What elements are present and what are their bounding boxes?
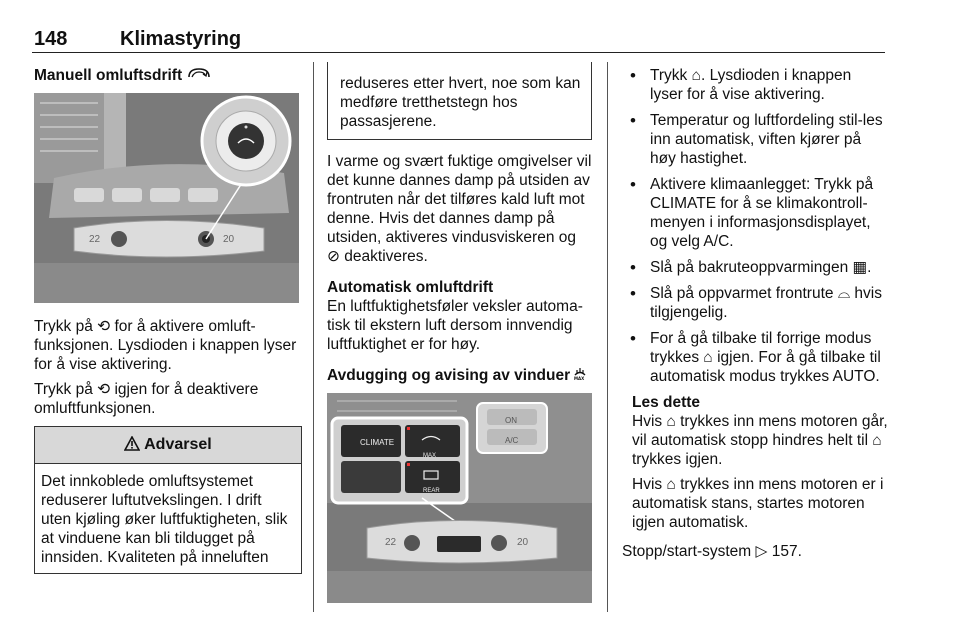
column-3 [622,62,888,561]
column-2 [327,62,592,603]
column-divider [607,62,608,612]
paragraph: I varme og svært fuktige omgivelser vil det kunne dannes damp på utsiden av frontruten når det tilføres kald luft mot denne. Hvis det dannes damp på utsiden, aktiveres vindusviskeren og ⊘ deaktiveres. [327,153,592,265]
recirculation-icon [186,67,212,84]
paragraph: Trykk på ⟲ igjen for å deaktivere omluftfunksjonen. [34,381,259,417]
note-text: Hvis ⌂ trykkes inn mens motoren er i automatisk stans, startes motoren igjen automatisk. [632,476,884,531]
instruction-list [626,66,888,386]
list-item: • Temperatur og luftfordeling stil-les inn automatisk, viften kjører på høy hastighet. [626,111,888,168]
defrost-max-icon [574,367,586,384]
paragraph: Trykk på ⟲ for å aktivere omluft-funksjonen. Lysdioden i knappen lyser for å vise aktivering. [34,318,297,373]
dashboard-photo [34,93,299,303]
temp-left-label: 22 [385,537,397,548]
max-button-label: MAX [423,453,437,459]
section-heading: Automatisk omluftdrift [327,279,494,296]
list-item: • Trykk ⌂. Lysdioden i knappen lyser for å vise aktivering. [626,66,888,104]
note-title: Les dette [632,394,701,411]
list-item: • For å gå tilbake til forrige modus trykkes ⌂ igjen. For å gå tilbake til automatisk modus trykkes AUTO. [626,329,888,386]
temp-right-label: 20 [223,234,235,245]
svg-text:MAX: MAX [574,376,585,380]
note-box [626,393,888,532]
ac-button-label: A/C [505,436,519,445]
temp-left-label: 22 [89,234,101,245]
column-divider [313,62,314,612]
rear-button-label: REAR [423,488,440,494]
column-1 [34,62,302,574]
section-heading: Avdugging og avising av vinduer MAX [327,367,585,384]
page-number: 148 [34,28,68,50]
warning-box [34,426,302,574]
defog-buttons-photo [327,393,592,603]
section-heading: Manuell omluftsdrift [34,66,302,85]
on-button-label: ON [505,416,517,425]
climate-button-label: CLIMATE [360,438,395,447]
warning-box-continued: reduseres etter hvert, noe som kan medføre tretthetstegn hos passasjerene. [327,62,592,140]
warning-icon [124,436,144,453]
cross-reference: Stopp/start-system ▷ 157. [622,543,802,560]
note-text: Hvis ⌂ trykkes inn mens motoren går, vil automatisk stopp hindres helt til ⌂ trykkes igjen. [632,413,888,468]
page-title: Klimastyring [120,28,242,50]
list-item: • Slå på oppvarmet frontrute ⌓ hvis tilgjengelig. [626,284,888,322]
warning-text: Det innkoblede omluftsystemet reduserer luftutvekslingen. I drift uten kjøling øker luftfuktigheten, slik at vinduene kan bli tildugget på innsiden. Kvaliteten på inneluften [41,473,288,566]
list-item: • Slå på bakruteoppvarmingen ▦. [626,258,888,277]
list-item: • Aktivere klimaanlegget: Trykk på CLIMATE for å se klimakontroll-menyen i informasjonsdisplayet, og velg A/C. [626,175,888,251]
warning-header: Advarsel [35,426,301,464]
temp-right-label: 20 [517,537,529,548]
page-header [32,28,885,53]
paragraph: En luftfuktighetsføler veksler automa-tisk til ekstern luft dersom innvendig luftfuktighet er for høy. [327,298,583,353]
